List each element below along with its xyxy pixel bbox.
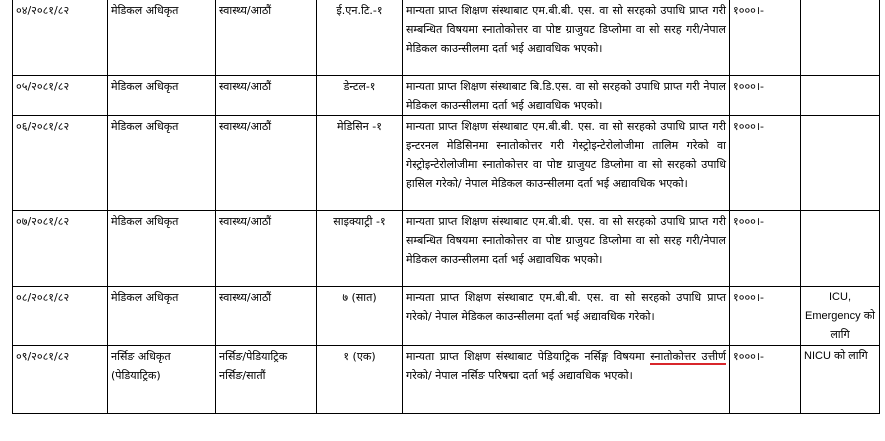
fee-cell: १०००।- [730, 116, 801, 211]
table-row [13, 116, 880, 211]
table-row [13, 76, 880, 116]
table-row [13, 346, 880, 414]
qualification-cell: मान्यता प्राप्त शिक्षण संस्थाबाट एम.बी.बी. एस. वा सो सरहको उपाधि प्राप्त गरेको/ नेपाल मेडिकल काउन्सीलमा दर्ता भई अद्यावधिक गरेको। [403, 287, 730, 346]
qualification-cell: मान्यता प्राप्त शिक्षण संस्थाबाट एम.बी.बी. एस. वा सो सरहको उपाधि प्राप्त गरी इन्टरनल मेडिसिनमा स्नातोकोत्तर गरी गेस्ट्रोइन्टेरोलोजीमा तालिम गरेको वा गेस्ट्रोइन्टेरोलोजीमा स्नातोकोत्तर वा पोष्ट ग्राजुयट डिप्लोमा वा सो सरहको उपाधि हासिल गरेको/ नेपाल मेडिकल काउन्सीलमा दर्ता भई अद्यावधिक भएको। [403, 116, 730, 211]
service-level-cell: स्वास्थ्य/आठौं [216, 116, 317, 211]
qualification-cell: मान्यता प्राप्त शिक्षण संस्थाबाट एम.बी.बी. एस. वा सो सरहको उपाधि प्राप्त गरी सम्बन्धित विषयमा स्नातोकोत्तर वा पोष्ट ग्राजुयट डिप्लोमा वा सो सरह गरी/नेपाल मेडिकल काउन्सीलमा दर्ता भई अद्यावधिक भएको। [403, 0, 730, 76]
advert-code-cell: ०९/२०८१/८२ [13, 346, 108, 414]
speciality-cell: मेडिसिन -१ [317, 116, 403, 211]
qualification-cell: मान्यता प्राप्त शिक्षण संस्थाबाट बि.डि.एस. वा सो सरहको उपाधि प्राप्त गरी नेपाल मेडिकल काउन्सीलमा दर्ता भई अद्यावधिक भएको। [403, 76, 730, 116]
fee-cell: १०००।- [730, 0, 801, 76]
speciality-cell: डेन्टल-१ [317, 76, 403, 116]
service-level-cell: स्वास्थ्य/आठौं [216, 0, 317, 76]
post-cell: मेडिकल अधिकृत [108, 287, 216, 346]
remarks-cell: ICU, Emergency को लागि [801, 287, 880, 346]
speciality-cell: ई.एन.टि.-१ [317, 0, 403, 76]
service-level-cell: स्वास्थ्य/आठौं [216, 211, 317, 287]
qualification-cell: मान्यता प्राप्त शिक्षण संस्थाबाट एम.बी.बी. एस. वा सो सरहको उपाधि प्राप्त गरी सम्बन्धित विषयमा स्नातोकोत्तर वा पोष्ट ग्राजुयट डिप्लोमा वा सो सरह गरी/नेपाल मेडिकल काउन्सीलमा दर्ता भई अद्यावधिक भएको। [403, 211, 730, 287]
speciality-cell: १ (एक) [317, 346, 403, 414]
fee-cell: १०००।- [730, 287, 801, 346]
advert-code-cell: ०६/२०८१/८२ [13, 116, 108, 211]
underlined-phrase: स्नातोकोत्तर उत्तीर्ण [650, 350, 726, 363]
speciality-cell: साइक्याट्री -१ [317, 211, 403, 287]
remarks-cell: NICU को लागि [801, 346, 880, 414]
vacancy-table [12, 0, 880, 414]
advert-code-cell: ०७/२०८१/८२ [13, 211, 108, 287]
post-cell: मेडिकल अधिकृत [108, 76, 216, 116]
speciality-cell: ७ (सात) [317, 287, 403, 346]
advert-code-cell: ०४/२०८१/८२ [13, 0, 108, 76]
fee-cell: १०००।- [730, 346, 801, 414]
service-level-cell: स्वास्थ्य/आठौं [216, 287, 317, 346]
remarks-cell [801, 0, 880, 76]
post-cell: मेडिकल अधिकृत [108, 116, 216, 211]
remarks-cell [801, 76, 880, 116]
advert-code-cell: ०८/२०८१/८२ [13, 287, 108, 346]
post-cell: नर्सिङ अधिकृत (पेडियाट्रिक) [108, 346, 216, 414]
fee-cell: १०००।- [730, 76, 801, 116]
service-level-cell: स्वास्थ्य/आठौं [216, 76, 317, 116]
remarks-cell [801, 211, 880, 287]
table-row [13, 0, 880, 76]
post-cell: मेडिकल अधिकृत [108, 211, 216, 287]
remarks-cell [801, 116, 880, 211]
service-level-cell: नर्सिङ/पेडियाट्रिक नर्सिङ/सातौं [216, 346, 317, 414]
qualification-cell [403, 346, 730, 414]
table-row [13, 287, 880, 346]
advert-code-cell: ०५/२०८१/८२ [13, 76, 108, 116]
qualification-text-before: मान्यता प्राप्त शिक्षण संस्थाबाट पेडियाट्रिक नर्सिङ्ग विषयमा [406, 350, 651, 363]
post-cell: मेडिकल अधिकृत [108, 0, 216, 76]
table-row [13, 211, 880, 287]
qualification-text-after: गरेको/ नेपाल नर्सिङ परिषद्मा दर्ता भई अद्यावधिक भएको। [406, 369, 633, 382]
fee-cell: १०००।- [730, 211, 801, 287]
